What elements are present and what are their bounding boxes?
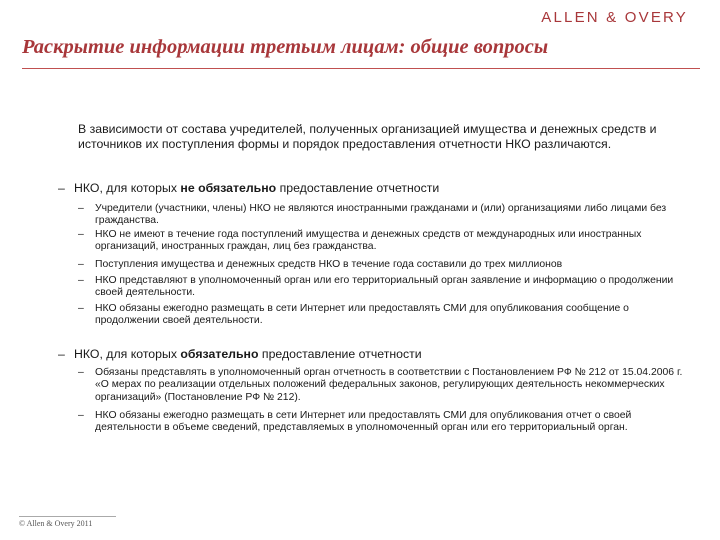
heading-emphasis: не обязательно xyxy=(180,181,277,195)
list-item-text: Обязаны представлять в уполномоченный орган отчетность в соответствии с Постановлением РФ № 212 от 15.04.2006 г. «О мерах по реализации отдельных положений федеральных законов, регулирующих деятельность некоммерческих организаций» (Постановление РФ № 212). xyxy=(95,367,683,403)
intro-paragraph: В зависимости от состава учредителей, полученных организацией имущества и денежных средств и источников их поступления формы и порядок предоставления отчетности НКО различаются. xyxy=(78,122,657,151)
list-item-text: НКО обязаны ежегодно размещать в сети Интернет или предоставлять СМИ для опубликования сообщение о продолжении своей деятельности. xyxy=(95,303,629,327)
list-item-text: Поступления имущества и денежных средств НКО в течение года составили до трех миллионов xyxy=(95,259,563,270)
list-item-text: НКО не имеют в течение года поступлений имущества и денежных средств от международных или иностранных организаций, иностранных граждан, лиц без гражданства. xyxy=(95,229,642,253)
heading-emphasis: обязательно xyxy=(180,347,259,361)
heading-suffix: предоставление отчетности xyxy=(279,181,440,195)
company-logo: ALLEN & OVERY xyxy=(541,9,688,26)
list-dash: – xyxy=(78,367,84,378)
heading-prefix: НКО, для которых xyxy=(74,181,177,195)
list-item xyxy=(78,275,686,300)
list-dash: – xyxy=(78,275,84,286)
list-item xyxy=(78,259,686,271)
footer-divider xyxy=(19,516,116,517)
heading-prefix: НКО, для которых xyxy=(74,347,177,361)
heading-suffix: предоставление отчетности xyxy=(261,347,422,361)
list-dash: – xyxy=(78,229,84,240)
list-item xyxy=(78,303,686,328)
list-item xyxy=(78,367,686,404)
list-dash: – xyxy=(78,410,84,421)
list-item-text: НКО обязаны ежегодно размещать в сети Интернет или предоставлять СМИ для опубликования отчет о своей деятельности в объеме сведений, представляемых в уполномоченный орган или его территориальный орган. xyxy=(95,410,632,434)
title-divider xyxy=(22,68,700,69)
section-heading-required xyxy=(58,347,422,361)
list-dash: – xyxy=(78,303,84,314)
list-item-text: Учредители (участники, члены) НКО не являются иностранными гражданами и (или) организациями либо лицами без гражданства. xyxy=(95,203,667,227)
list-dash: – xyxy=(78,259,84,270)
copyright-footer: © Allen & Overy 2011 xyxy=(19,519,93,528)
list-dash: – xyxy=(58,347,65,361)
list-dash: – xyxy=(58,181,65,195)
list-item-text: НКО представляют в уполномоченный орган или его территориальный орган заявление и информацию о продолжении своей деятельности. xyxy=(95,275,674,299)
list-item xyxy=(78,410,686,435)
slide-title: Раскрытие информации третьим лицам: общие вопросы xyxy=(22,36,549,58)
section-heading-text xyxy=(74,347,422,361)
section-heading-not-required xyxy=(58,181,439,195)
section-heading-text xyxy=(74,181,439,195)
list-item xyxy=(78,229,686,254)
list-dash: – xyxy=(78,203,84,214)
list-item xyxy=(78,203,686,228)
